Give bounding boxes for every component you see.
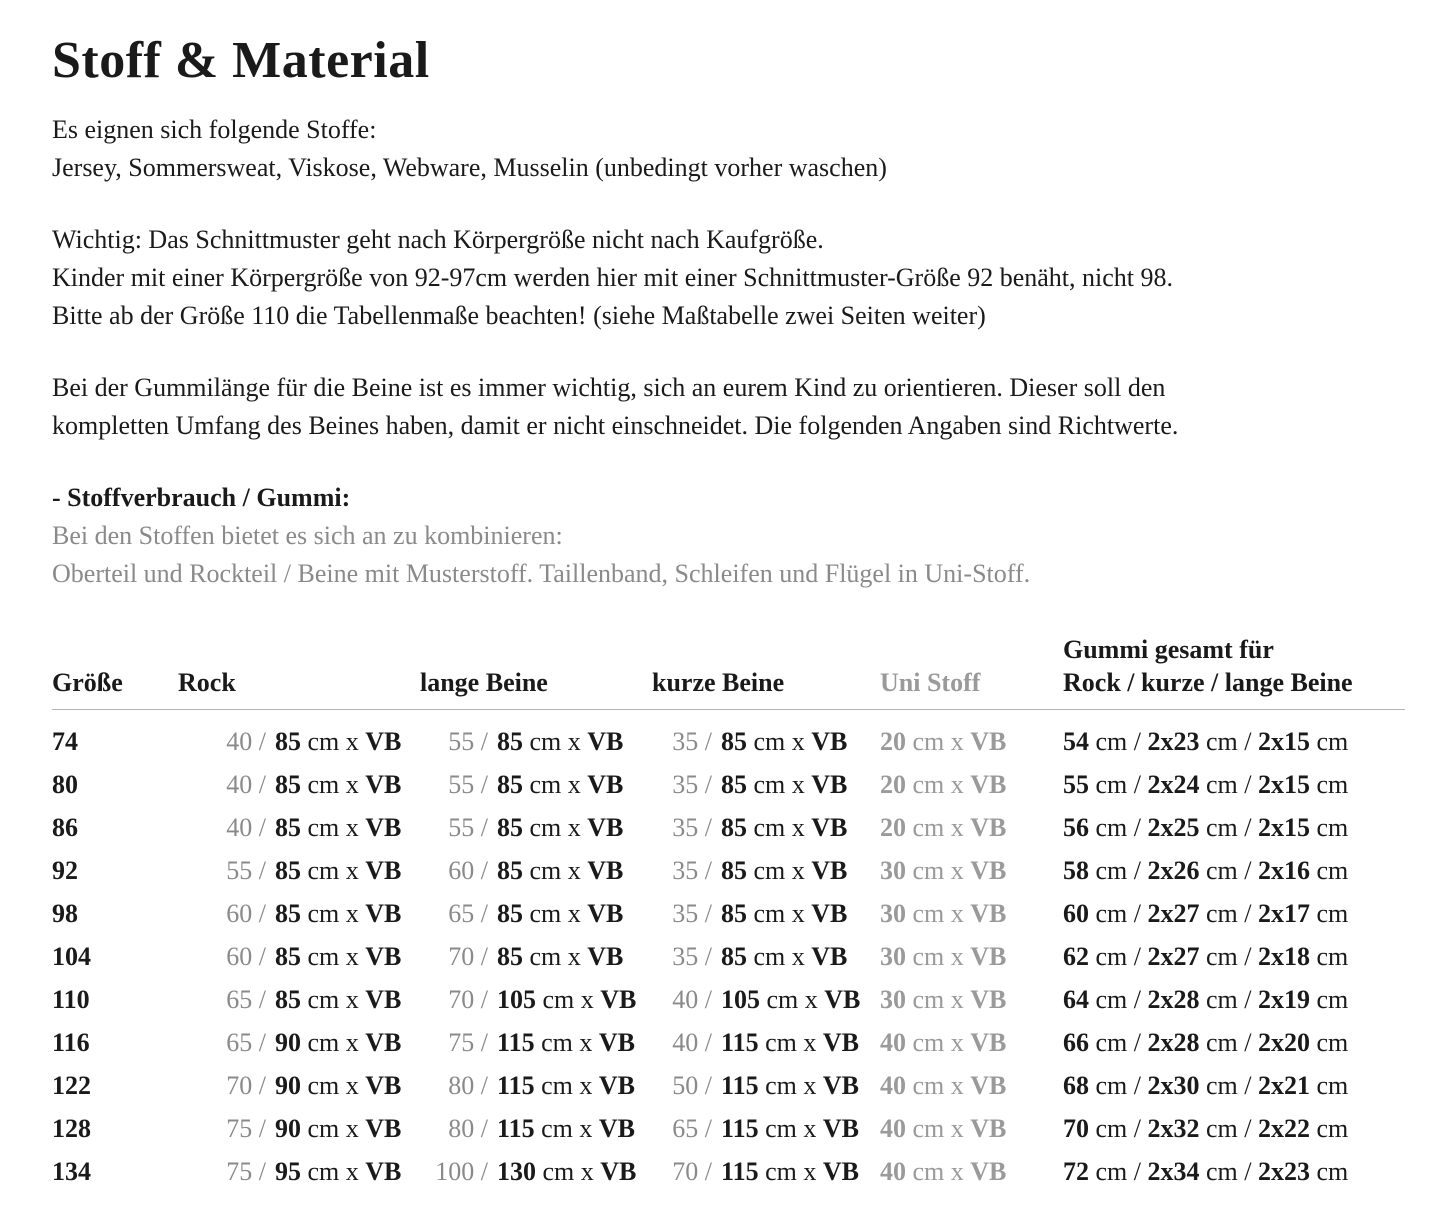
gummi-gesamt-cell: 66 cm / 2x28 cm / 2x20 cm <box>1063 1027 1349 1057</box>
header-lange-beine: lange Beine <box>420 667 548 697</box>
kombi-hint-line-2: Oberteil und Rockteil / Beine mit Musterstoff. Taillenband, Schleifen und Flügel in Uni-Stoff. <box>52 558 1031 588</box>
wichtig-line-2: Kinder mit einer Körpergröße von 92-97cm werden hier mit einer Schnittmuster-Größe 92 benäht, nicht 98. <box>52 262 1174 292</box>
header-kurze-beine: kurze Beine <box>652 667 785 697</box>
gummi-gesamt-cell: 60 cm / 2x27 cm / 2x17 cm <box>1063 898 1349 928</box>
uni-stoff-cell: 40 cm x VB <box>880 1113 1007 1143</box>
uni-stoff-cell: 40 cm x VB <box>880 1070 1007 1100</box>
rock-cell: 40 / 85 cm x VB <box>226 726 402 756</box>
rock-cell: 40 / 85 cm x VB <box>226 769 402 799</box>
lange-beine-cell: 100 / 130 cm x VB <box>435 1156 637 1186</box>
kombi-hint-line-1: Bei den Stoffen bietet es sich an zu kombinieren: <box>52 520 563 550</box>
kurze-beine-cell: 70 / 115 cm x VB <box>672 1156 859 1186</box>
uni-stoff-cell: 30 cm x VB <box>880 855 1007 885</box>
lange-beine-cell: 70 / 85 cm x VB <box>448 941 624 971</box>
header-rock: Rock <box>178 667 236 697</box>
gummi-info-line-2: kompletten Umfang des Beines haben, damit er nicht einschneidet. Die folgenden Angaben sind Richtwerte. <box>52 410 1179 440</box>
kurze-beine-cell: 35 / 85 cm x VB <box>672 812 848 842</box>
intro-paragraph <box>52 111 1405 187</box>
wichtig-line-1: Wichtig: Das Schnittmuster geht nach Körpergröße nicht nach Kaufgröße. <box>52 224 824 254</box>
size-cell: 110 <box>52 984 90 1014</box>
table-row <box>52 892 1405 935</box>
table-row <box>52 1107 1405 1150</box>
lange-beine-cell: 55 / 85 cm x VB <box>448 726 624 756</box>
uni-stoff-cell: 40 cm x VB <box>880 1027 1007 1057</box>
kurze-beine-cell: 40 / 115 cm x VB <box>672 1027 859 1057</box>
gummi-gesamt-cell: 72 cm / 2x34 cm / 2x23 cm <box>1063 1156 1349 1186</box>
gummi-info-line-1: Bei der Gummilänge für die Beine ist es immer wichtig, sich an eurem Kind zu orientieren. Dieser soll den <box>52 372 1166 402</box>
rock-cell: 60 / 85 cm x VB <box>226 898 402 928</box>
kurze-beine-cell: 35 / 85 cm x VB <box>672 726 848 756</box>
lange-beine-cell: 60 / 85 cm x VB <box>448 855 624 885</box>
wichtig-line-3: Bitte ab der Größe 110 die Tabellenmaße beachten! (siehe Maßtabelle zwei Seiten weiter) <box>52 300 986 330</box>
gummi-gesamt-cell: 54 cm / 2x23 cm / 2x15 cm <box>1063 726 1349 756</box>
table-row <box>52 1064 1405 1107</box>
uni-stoff-cell: 30 cm x VB <box>880 984 1007 1014</box>
page-title: Stoff & Material <box>52 32 430 89</box>
gummi-gesamt-cell: 68 cm / 2x30 cm / 2x21 cm <box>1063 1070 1349 1100</box>
size-cell: 116 <box>52 1027 90 1057</box>
gummi-gesamt-cell: 56 cm / 2x25 cm / 2x15 cm <box>1063 812 1349 842</box>
gummi-gesamt-cell: 64 cm / 2x28 cm / 2x19 cm <box>1063 984 1349 1014</box>
kurze-beine-cell: 40 / 105 cm x VB <box>672 984 861 1014</box>
lange-beine-cell: 65 / 85 cm x VB <box>448 898 624 928</box>
size-cell: 122 <box>52 1070 91 1100</box>
table-row <box>52 806 1405 849</box>
header-gummi-line-1: Gummi gesamt für <box>1063 634 1274 664</box>
size-cell: 134 <box>52 1156 91 1186</box>
rock-cell: 70 / 90 cm x VB <box>226 1070 402 1100</box>
gummi-gesamt-cell: 62 cm / 2x27 cm / 2x18 cm <box>1063 941 1349 971</box>
rock-cell: 65 / 90 cm x VB <box>226 1027 402 1057</box>
size-cell: 86 <box>52 812 78 842</box>
kurze-beine-cell: 35 / 85 cm x VB <box>672 941 848 971</box>
size-table-rows <box>52 710 1405 1193</box>
uni-stoff-cell: 20 cm x VB <box>880 812 1007 842</box>
kurze-beine-cell: 35 / 85 cm x VB <box>672 769 848 799</box>
uni-stoff-cell: 30 cm x VB <box>880 898 1007 928</box>
table-row <box>52 720 1405 763</box>
intro-line-2: Jersey, Sommersweat, Viskose, Webware, Musselin (unbedingt vorher waschen) <box>52 152 887 182</box>
table-row <box>52 978 1405 1021</box>
size-cell: 104 <box>52 941 91 971</box>
table-row <box>52 1021 1405 1064</box>
gummi-info-paragraph <box>52 369 1405 445</box>
gummi-gesamt-cell: 70 cm / 2x32 cm / 2x22 cm <box>1063 1113 1349 1143</box>
header-groesse: Größe <box>52 667 123 697</box>
uni-stoff-cell: 30 cm x VB <box>880 941 1007 971</box>
stoffverbrauch-heading: - Stoffverbrauch / Gummi: <box>52 482 351 512</box>
rock-cell: 65 / 85 cm x VB <box>226 984 402 1014</box>
rock-cell: 55 / 85 cm x VB <box>226 855 402 885</box>
table-row <box>52 763 1405 806</box>
kurze-beine-cell: 35 / 85 cm x VB <box>672 898 848 928</box>
size-cell: 98 <box>52 898 78 928</box>
size-cell: 92 <box>52 855 78 885</box>
intro-line-1: Es eignen sich folgende Stoffe: <box>52 114 377 144</box>
lange-beine-cell: 80 / 115 cm x VB <box>448 1070 635 1100</box>
header-gummi-gesamt <box>1063 633 1405 699</box>
lange-beine-cell: 55 / 85 cm x VB <box>448 812 624 842</box>
table-row <box>52 849 1405 892</box>
kurze-beine-cell: 50 / 115 cm x VB <box>672 1070 859 1100</box>
kurze-beine-cell: 35 / 85 cm x VB <box>672 855 848 885</box>
lange-beine-cell: 70 / 105 cm x VB <box>448 984 637 1014</box>
rock-cell: 75 / 90 cm x VB <box>226 1113 402 1143</box>
table-row <box>52 935 1405 978</box>
uni-stoff-cell: 20 cm x VB <box>880 726 1007 756</box>
size-cell: 128 <box>52 1113 91 1143</box>
gummi-gesamt-cell: 55 cm / 2x24 cm / 2x15 cm <box>1063 769 1349 799</box>
kurze-beine-cell: 65 / 115 cm x VB <box>672 1113 859 1143</box>
header-gummi-line-2: Rock / kurze / lange Beine <box>1063 667 1353 697</box>
header-uni-stoff: Uni Stoff <box>880 667 981 697</box>
lange-beine-cell: 75 / 115 cm x VB <box>448 1027 635 1057</box>
lange-beine-cell: 55 / 85 cm x VB <box>448 769 624 799</box>
gummi-gesamt-cell: 58 cm / 2x26 cm / 2x16 cm <box>1063 855 1349 885</box>
rock-cell: 40 / 85 cm x VB <box>226 812 402 842</box>
size-cell: 74 <box>52 726 78 756</box>
size-table-header <box>52 633 1405 710</box>
lange-beine-cell: 80 / 115 cm x VB <box>448 1113 635 1143</box>
size-cell: 80 <box>52 769 78 799</box>
rock-cell: 60 / 85 cm x VB <box>226 941 402 971</box>
rock-cell: 75 / 95 cm x VB <box>226 1156 402 1186</box>
uni-stoff-cell: 20 cm x VB <box>880 769 1007 799</box>
table-row <box>52 1150 1405 1193</box>
stoffverbrauch-section <box>52 479 1405 593</box>
wichtig-paragraph <box>52 221 1405 335</box>
uni-stoff-cell: 40 cm x VB <box>880 1156 1007 1186</box>
size-table <box>52 633 1405 1193</box>
